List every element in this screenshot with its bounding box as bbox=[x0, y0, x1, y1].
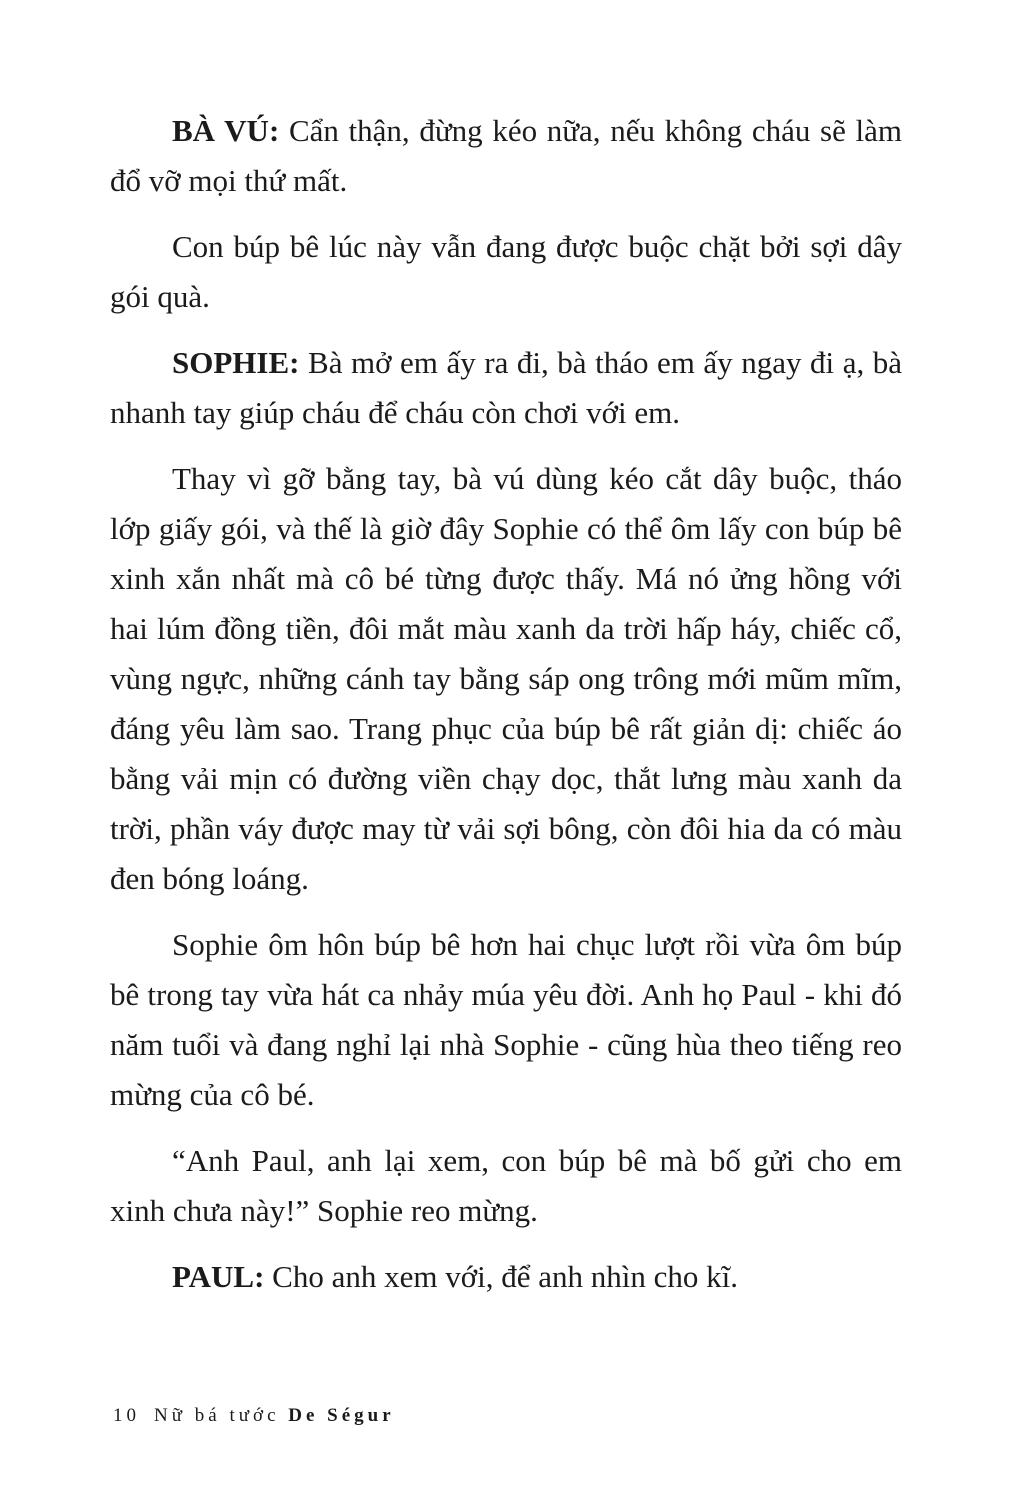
paragraph bbox=[110, 222, 902, 322]
speaker-label: SOPHIE: bbox=[172, 345, 300, 380]
speaker-label: PAUL: bbox=[172, 1259, 265, 1294]
paragraph bbox=[110, 338, 902, 438]
paragraph bbox=[110, 920, 902, 1120]
paragraph bbox=[110, 1252, 902, 1302]
paragraph bbox=[110, 106, 902, 206]
paragraph-text: Thay vì gỡ bằng tay, bà vú dùng kéo cắt dây buộc, tháo lớp giấy gói, và thế là giờ đây Sophie có thể ôm lấy con búp bê xinh xắn nhất mà cô bé từng được thấy. Má nó ửng hồng với hai lúm đồng tiền, đôi mắt màu xanh da trời hấp háy, chiếc cổ, vùng ngực, những cánh tay bằng sáp ong trông mới mũm mĩm, đáng yêu làm sao. Trang phục của búp bê rất giản dị: chiếc áo bằng vải mịn có đường viền chạy dọc, thắt lưng màu xanh da trời, phần váy được may từ vải sợi bông, còn đôi hia da có màu đen bóng loáng. bbox=[110, 461, 902, 896]
page-number: 10 bbox=[113, 1405, 140, 1426]
running-footer bbox=[113, 1405, 395, 1427]
paragraph-text: Cẩn thận, đừng kéo nữa, nếu không cháu sẽ làm đổ vỡ mọi thứ mất. bbox=[110, 113, 902, 198]
paragraph-text: Sophie ôm hôn búp bê hơn hai chục lượt rồi vừa ôm búp bê trong tay vừa hát ca nhảy múa yêu đời. Anh họ Paul - khi đó năm tuổi và đang nghỉ lại nhà Sophie - cũng hùa theo tiếng reo mừng của cô bé. bbox=[110, 927, 902, 1112]
paragraph-text: Con búp bê lúc này vẫn đang được buộc chặt bởi sợi dây gói quà. bbox=[110, 229, 902, 314]
paragraph bbox=[110, 1136, 902, 1236]
paragraph-text: Bà mở em ấy ra đi, bà tháo em ấy ngay đi ạ, bà nhanh tay giúp cháu để cháu còn chơi với em. bbox=[110, 345, 902, 430]
speaker-label: BÀ VÚ: bbox=[172, 113, 280, 148]
paragraph-text: Cho anh xem với, để anh nhìn cho kĩ. bbox=[264, 1259, 738, 1294]
author-title: Nữ bá tước bbox=[154, 1405, 289, 1426]
paragraph-text: “Anh Paul, anh lại xem, con búp bê mà bố gửi cho em xinh chưa này!” Sophie reo mừng. bbox=[110, 1143, 902, 1228]
paragraph bbox=[110, 454, 902, 904]
author-surname: De Ségur bbox=[288, 1405, 395, 1426]
body-text bbox=[110, 106, 902, 1318]
